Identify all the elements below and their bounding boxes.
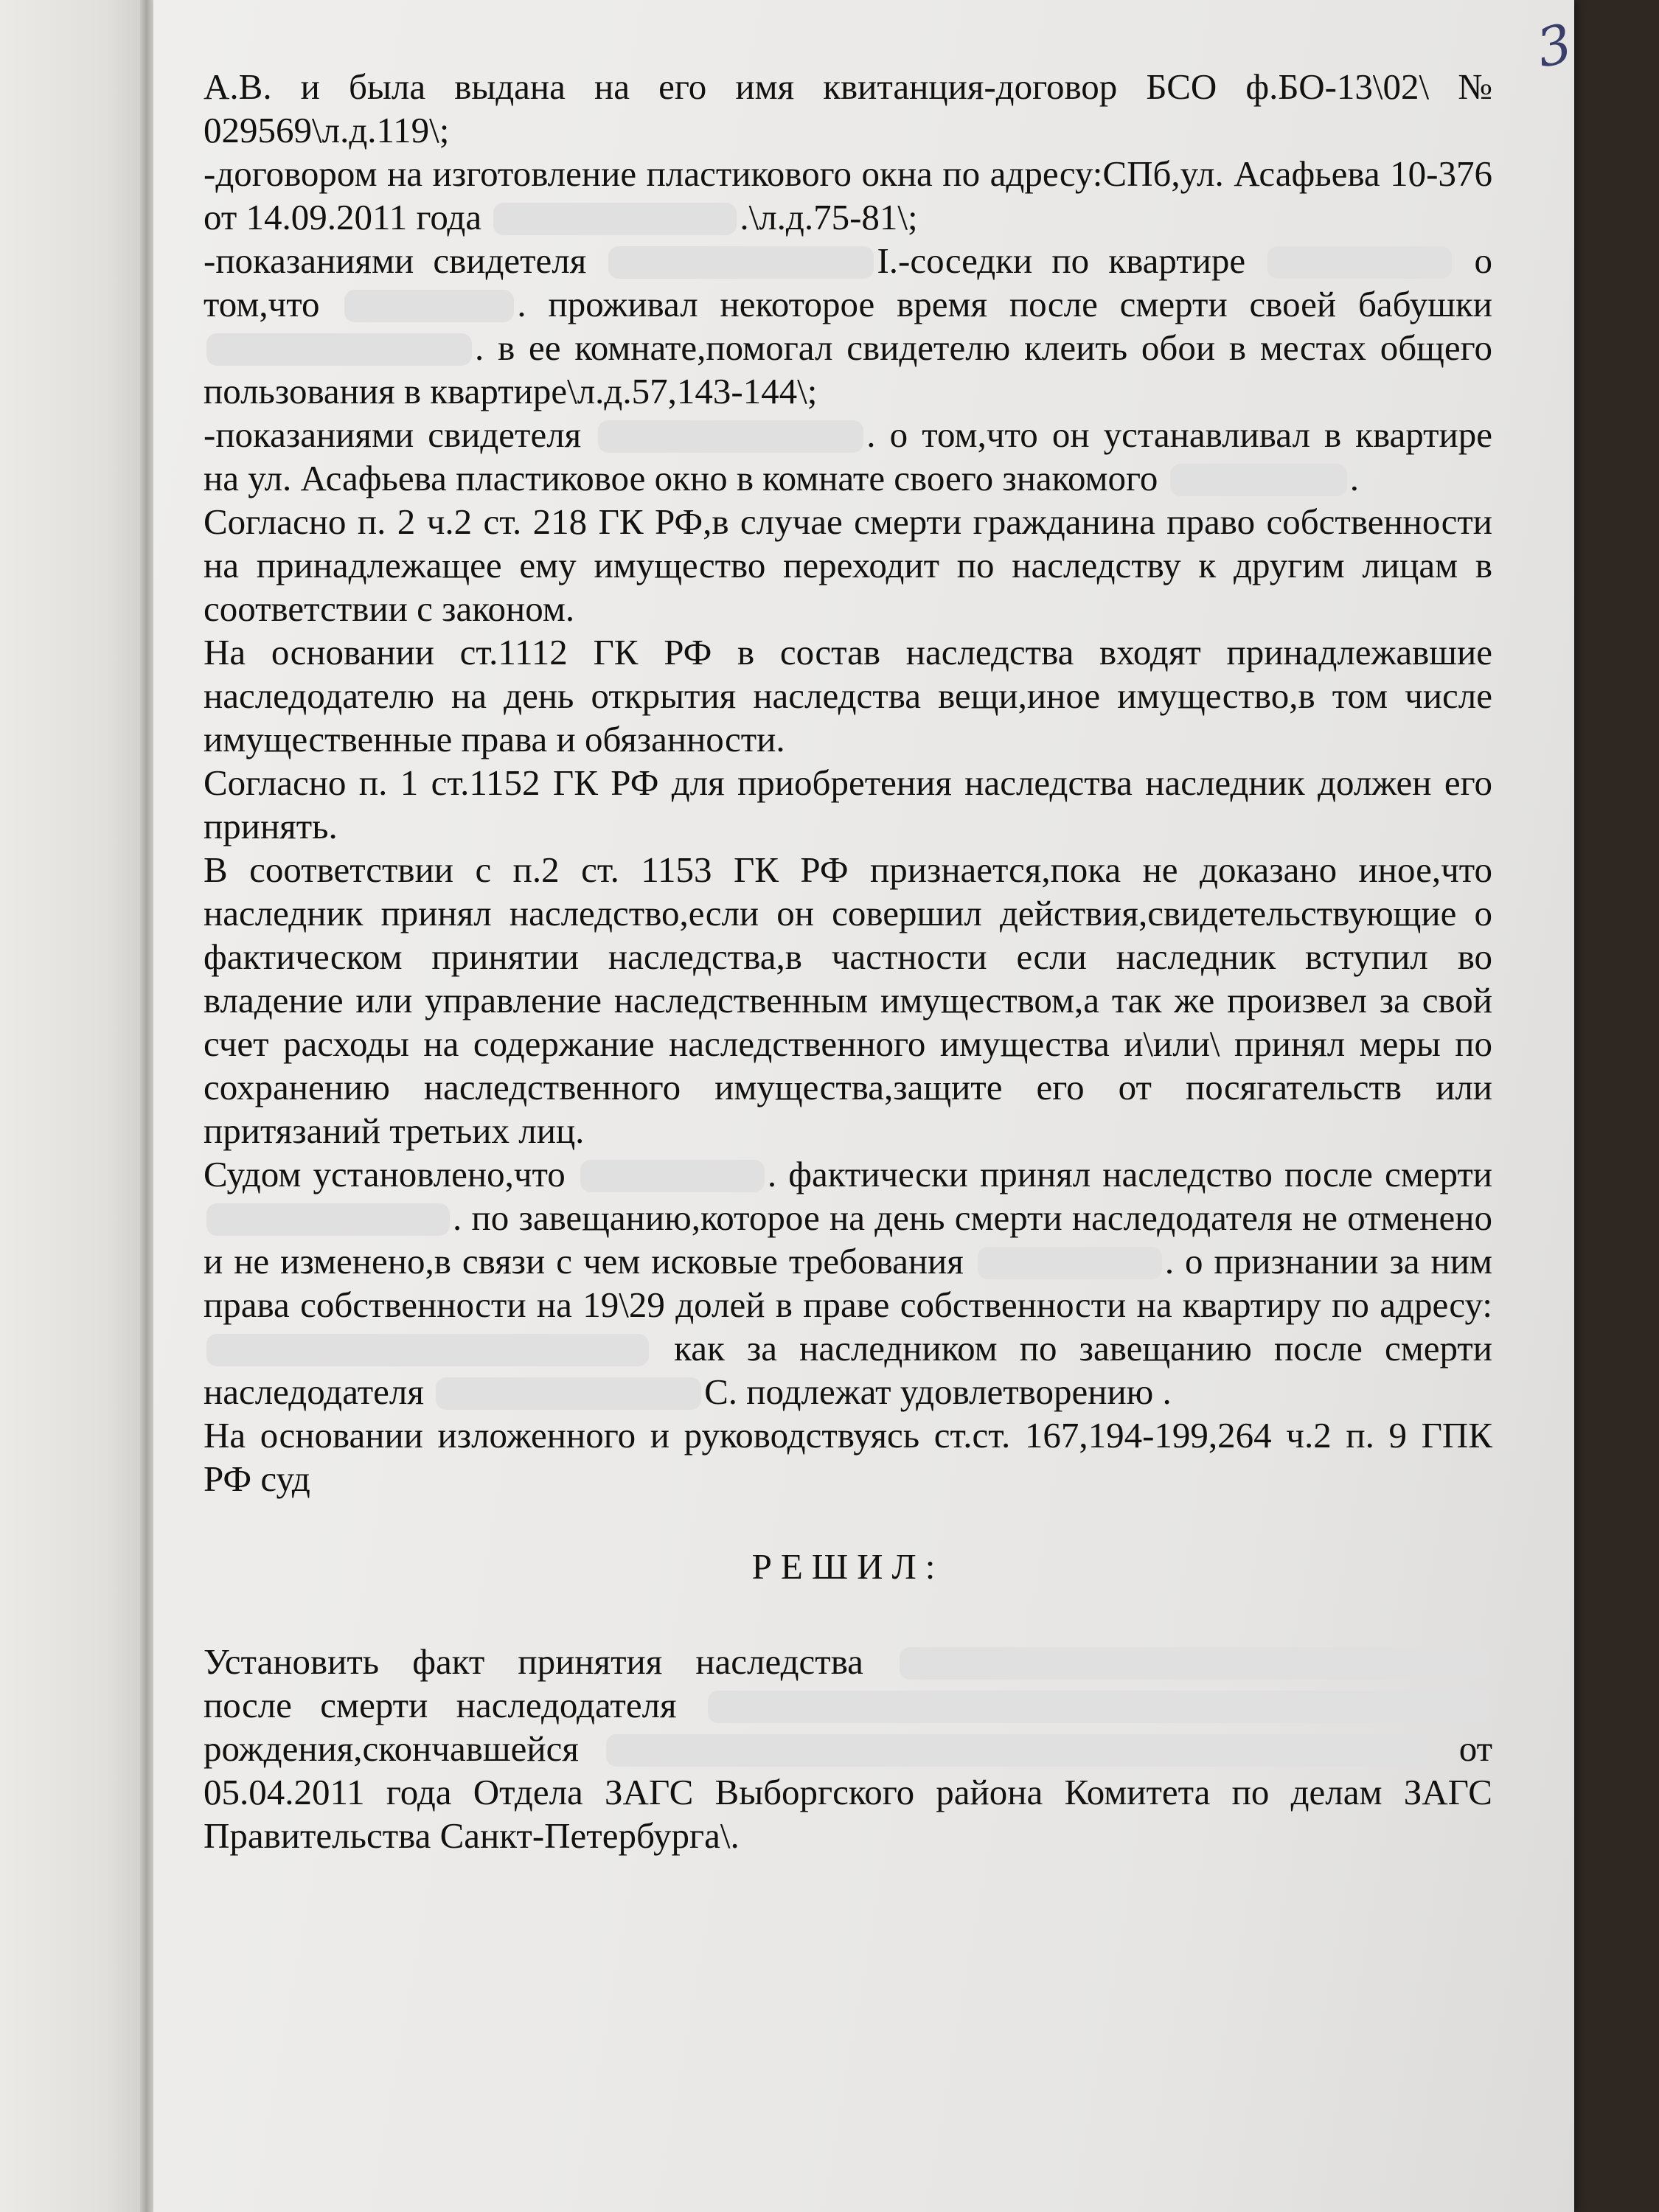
paragraph-receipt: А.В. и была выдана на его имя квитанция-договор БСО ф.БО-13\02\ № 029569\л.д.119\; bbox=[204, 66, 1492, 150]
redaction bbox=[344, 290, 514, 322]
redaction bbox=[580, 1160, 765, 1192]
paragraph-window-contract: -договором на изготовление пластикового окна по адресу:СПб,ул. Асафьева 10-376 от 14.09.2011 года .\л.д.75-81\; bbox=[204, 153, 1492, 237]
handwritten-page-number: 3 bbox=[1531, 12, 1578, 80]
redaction bbox=[1170, 464, 1347, 496]
redaction bbox=[206, 1334, 649, 1366]
paragraph-article-1112: На основании ст.1112 ГК РФ в состав наследства входят принадлежавшие наследодателю на день открытия наследства вещи,иное имущество,в том числе имущественные права и обязанности. bbox=[204, 632, 1492, 759]
redaction bbox=[206, 1203, 450, 1236]
redaction bbox=[608, 246, 874, 279]
redaction bbox=[708, 1691, 1489, 1723]
redaction bbox=[598, 420, 863, 453]
paragraph-article-1152: Согласно п. 1 ст.1152 ГК РФ для приобретения наследства наследник должен его принять. bbox=[204, 762, 1492, 846]
redaction bbox=[978, 1247, 1162, 1279]
redaction bbox=[1267, 246, 1452, 279]
paragraph-resolution: Установить факт принятия наследства после смерти наследодателя рождения,скончавшейся от 05.04.2011 года Отдела ЗАГС Выборгского района Комитета по делам ЗАГС Правительства Санкт-Петербурга\. bbox=[204, 1641, 1493, 1856]
document-body bbox=[204, 65, 1492, 1857]
paragraph-witness-neighbor: -показаниями свидетеля I.-соседки по квартире о том,что . проживал некоторое время после смерти своей бабушки . в ее комнате,помогал свидетелю клеить обои в местах общего пользования в квартире\л.д.57,143-144\; bbox=[204, 240, 1492, 411]
redaction bbox=[206, 333, 472, 366]
paragraph-witness-installer: -показаниями свидетеля . о том,что он устанавливал в квартире на ул. Асафьева пластиковое окно в комнате своего знакомого . bbox=[204, 414, 1492, 498]
redaction bbox=[900, 1647, 1489, 1680]
redaction bbox=[436, 1377, 701, 1410]
paragraph-article-218: Согласно п. 2 ч.2 ст. 218 ГК РФ,в случае смерти гражданина право собственности на принадлежащее ему имущество переходит по наследству к другим лицам в соответствии с законом. bbox=[204, 501, 1492, 629]
redaction bbox=[606, 1734, 1432, 1767]
binding-fold bbox=[140, 0, 153, 2212]
paragraph-court-finding: Судом установлено,что . фактически принял наследство после смерти . по завещанию,которое на день смерти наследодателя не отменено и не изменено,в связи с чем исковые требования . о признании за ним права собственности на 19\29 долей в праве собственности на квартиру по адресу: как за наследником по завещанию после смерти наследодателя С. подлежат удовлетворению . bbox=[204, 1154, 1492, 1412]
decision-heading: РЕШИЛ: bbox=[751, 1546, 945, 1587]
left-page-edge bbox=[0, 0, 151, 2212]
paragraph-article-1153: В соответствии с п.2 ст. 1153 ГК РФ признается,пока не доказано иное,что наследник принял наследство,если он совершил действия,свидетельствующие о фактическом принятии наследства,в частности если наследник вступил во владение или управление наследственным имуществом,а так же произвел за свой счет расходы на содержание наследственного имущества и\или\ принял меры по сохранению наследственного имущества,защите его от посягательств или притязаний третьих лиц. bbox=[204, 849, 1492, 1151]
paragraph-legal-basis: На основании изложенного и руководствуясь ст.ст. 167,194-199,264 ч.2 п. 9 ГПК РФ суд bbox=[204, 1415, 1492, 1499]
redaction bbox=[493, 203, 737, 235]
